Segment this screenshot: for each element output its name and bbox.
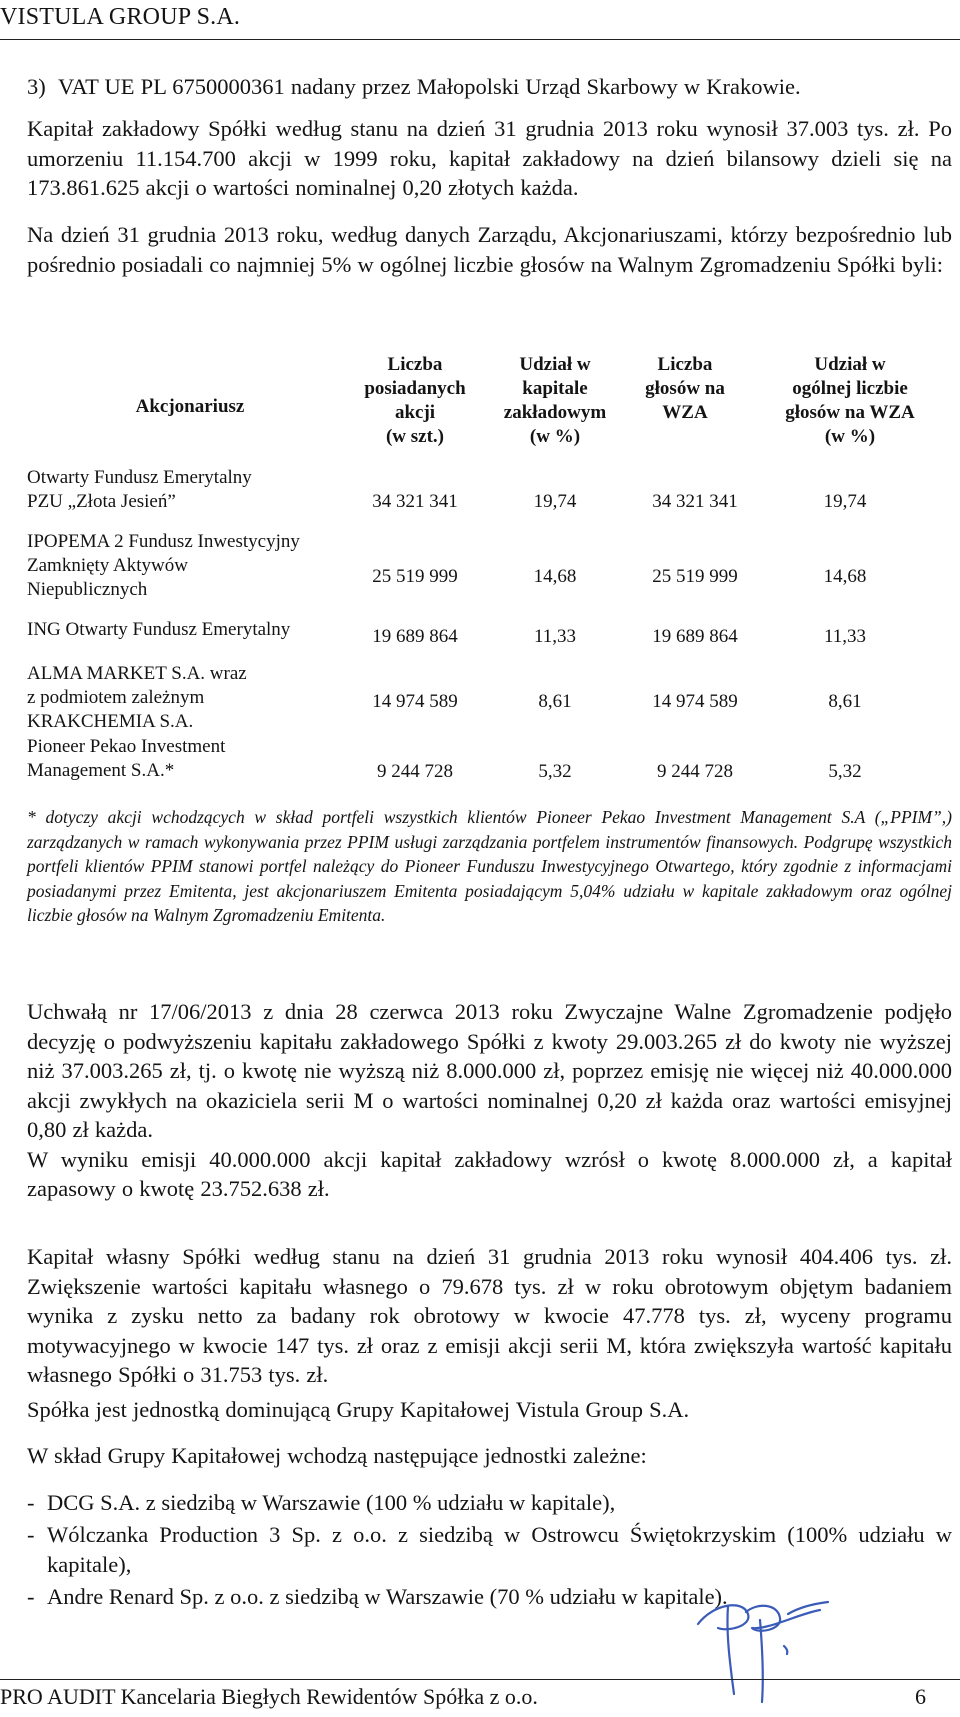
- handwritten-signature: [688, 1584, 838, 1714]
- cell-votes-pct: 14,68: [823, 566, 867, 587]
- name-line: IPOPEMA 2 Fundusz Inwestycyjny: [27, 531, 300, 552]
- cell-votes-pct: 11,33: [823, 626, 867, 647]
- subsidiary-text: Wólczanka Production 3 Sp. z o.o. z siedzibą w Ostrowcu Świętokrzyskim (100% udziału w kapitale),: [47, 1522, 952, 1577]
- cell-votes-pct: 8,61: [828, 691, 862, 712]
- header-line: zakładowym: [503, 402, 607, 423]
- header-line: akcji: [394, 402, 436, 423]
- cell-capital-pct: 8,61: [538, 691, 572, 712]
- header-line: WZA: [662, 402, 708, 423]
- shareholders-intro-paragraph: Na dzień 31 grudnia 2013 roku, według danych Zarządu, Akcjonariuszami, którzy bezpośrednio lub pośrednio posiadali co najmniej 5% w ogólnej liczbie głosów na Walnym Zgromadzeniu Spółki byli:: [27, 222, 952, 277]
- cell-capital-pct: 19,74: [533, 491, 577, 512]
- header-line: głosów na WZA: [785, 402, 915, 423]
- table-footnote: * dotyczy akcji wchodzących w skład portfeli wszystkich klientów Pioneer Pekao Investment Management S.A („PPIM”,) zarządzanych w ramach wykonywania przez PPIM usługi zarządzania portfelem instrumentów finansowych. Podgrupę wszystkich portfeli klientów PPIM stanowi portfel należący do Pioneer Funduszu Inwestycyjnego Otwartego, który zgodnie z informacjami posiadanymi przez Emitenta, jest akcjonariuszem Emitenta posiadającym 5,04% udziału w kapitale zakładowym oraz ogólnej liczbie głosów na Walnym Zgromadzeniu Emitenta.: [27, 807, 952, 925]
- cell-shares: 34 321 341: [372, 491, 458, 512]
- header-line: posiadanych: [364, 378, 466, 399]
- name-line: KRAKCHEMIA S.A.: [27, 711, 194, 732]
- header-line: Liczba: [657, 354, 713, 375]
- name-line: z podmiotem zależnym: [27, 687, 205, 708]
- header-line: Udział w: [814, 354, 886, 375]
- column-header-shareholder: Akcjonariusz: [135, 396, 245, 417]
- cell-votes: 14 974 589: [652, 691, 738, 712]
- table-row-name: [27, 530, 317, 602]
- page-header-title: VISTULA GROUP S.A.: [0, 4, 241, 30]
- cell-capital-pct: 14,68: [533, 566, 577, 587]
- name-line: Management S.A.*: [27, 760, 175, 781]
- header-line: Liczba: [387, 354, 443, 375]
- vat-number-line: 3) VAT UE PL 6750000361 nadany przez Małopolski Urząd Skarbowy w Krakowie.: [27, 74, 801, 99]
- resolution-paragraph: [27, 997, 952, 1204]
- cell-shares: 19 689 864: [372, 626, 458, 647]
- dominant-entity-line: Spółka jest jednostką dominującą Grupy Kapitałowej Vistula Group S.A.: [27, 1397, 690, 1422]
- cell-shares: 14 974 589: [372, 691, 458, 712]
- resolution-text: Uchwałą nr 17/06/2013 z dnia 28 czerwca 2013 roku Zwyczajne Walne Zgromadzenie podjęło decyzję o podwyższeniu kapitału zakładowego Spółki z kwoty 29.003.265 zł do kwoty nie wyższej niż 37.003.265 zł, tj. o kwotę nie wyższą niż 8.000.000 zł, poprzez emisję nie więcej niż 40.000.000 akcji zwykłych na okaziciela serii M o wartości nominalnej 0,20 zł każda oraz wartości emisyjnej 0,80 zł każda.: [27, 999, 952, 1142]
- table-row-name: [27, 466, 317, 514]
- equity-paragraph: Kapitał własny Spółki według stanu na dzień 31 grudnia 2013 roku wynosił 404.406 tys. zł. Zwiększenie wartości kapitału własnego o 79.678 tys. zł w roku obrotowym objętym badaniem wynika z zysku netto za badany rok obrotowy w kwocie 47.778 tys. zł, wyceny programu motywacyjnego w kwocie 147 tys. zł oraz z emisji akcji serii M, która zwiększyła wartość kapitału własnego Spółki o 31.753 tys. zł.: [27, 1244, 952, 1387]
- cell-votes: 9 244 728: [657, 761, 733, 782]
- name-line: Zamknięty Aktywów: [27, 555, 188, 576]
- cell-shares: 9 244 728: [377, 761, 453, 782]
- cell-votes: 34 321 341: [652, 491, 738, 512]
- cell-votes-pct: 5,32: [828, 761, 862, 782]
- header-line: Udział w: [519, 354, 591, 375]
- list-dash: -: [27, 1584, 35, 1609]
- header-line: kapitale: [522, 378, 588, 399]
- table-row-name: [27, 735, 317, 783]
- page-number: 6: [915, 1684, 926, 1709]
- group-intro-line: W skład Grupy Kapitałowej wchodzą następujące jednostki zależne:: [27, 1443, 647, 1468]
- cell-votes: 25 519 999: [652, 566, 738, 587]
- column-header-shares: [340, 353, 490, 449]
- column-header-capital-share: [480, 353, 630, 449]
- header-line: ogólnej liczbie: [792, 378, 908, 399]
- name-line: ALMA MARKET S.A. wraz: [27, 663, 247, 684]
- header-divider: [0, 39, 960, 40]
- list-dash: -: [27, 1522, 35, 1547]
- cell-capital-pct: 11,33: [533, 626, 577, 647]
- cell-votes: 19 689 864: [652, 626, 738, 647]
- header-line: głosów na: [645, 378, 725, 399]
- share-capital-paragraph: Kapitał zakładowy Spółki według stanu na dzień 31 grudnia 2013 roku wynosił 37.003 tys. zł. Po umorzeniu 11.154.700 akcji w 1999 roku, kapitał zakładowy na dzień bilansowy dzieli się na 173.861.625 akcji o wartości nominalnej 0,20 złotych każda.: [27, 116, 952, 200]
- header-line: (w szt.): [385, 426, 445, 447]
- header-line: (w %): [529, 426, 581, 447]
- table-row-name: [27, 618, 317, 642]
- list-dash: -: [27, 1490, 35, 1515]
- name-line: Pioneer Pekao Investment: [27, 736, 226, 757]
- cell-votes-pct: 19,74: [823, 491, 867, 512]
- column-header-votes: [620, 353, 750, 425]
- issuance-result-text: W wyniku emisji 40.000.000 akcji kapitał zakładowy wzrósł o kwotę 8.000.000 zł, a kapitał zapasowy o kwotę 23.752.638 zł.: [27, 1146, 952, 1201]
- subsidiary-text: DCG S.A. z siedzibą w Warszawie (100 % udziału w kapitale),: [47, 1490, 616, 1515]
- name-line: Otwarty Fundusz Emerytalny: [27, 467, 252, 488]
- footer-divider: [0, 1679, 960, 1680]
- table-row-name: [27, 662, 317, 734]
- subsidiary-text: Andre Renard Sp. z o.o. z siedzibą w Warszawie (70 % udziału w kapitale).: [47, 1584, 728, 1609]
- cell-capital-pct: 5,32: [538, 761, 572, 782]
- footer-firm-name: PRO AUDIT Kancelaria Biegłych Rewidentów Spółka z o.o.: [0, 1684, 538, 1709]
- cell-shares: 25 519 999: [372, 566, 458, 587]
- name-line: Niepublicznych: [27, 579, 148, 600]
- name-line: PZU „Złota Jesień”: [27, 491, 176, 512]
- name-line: ING Otwarty Fundusz Emerytalny: [27, 619, 291, 640]
- column-header-vote-share: [760, 353, 940, 449]
- header-line: (w %): [824, 426, 876, 447]
